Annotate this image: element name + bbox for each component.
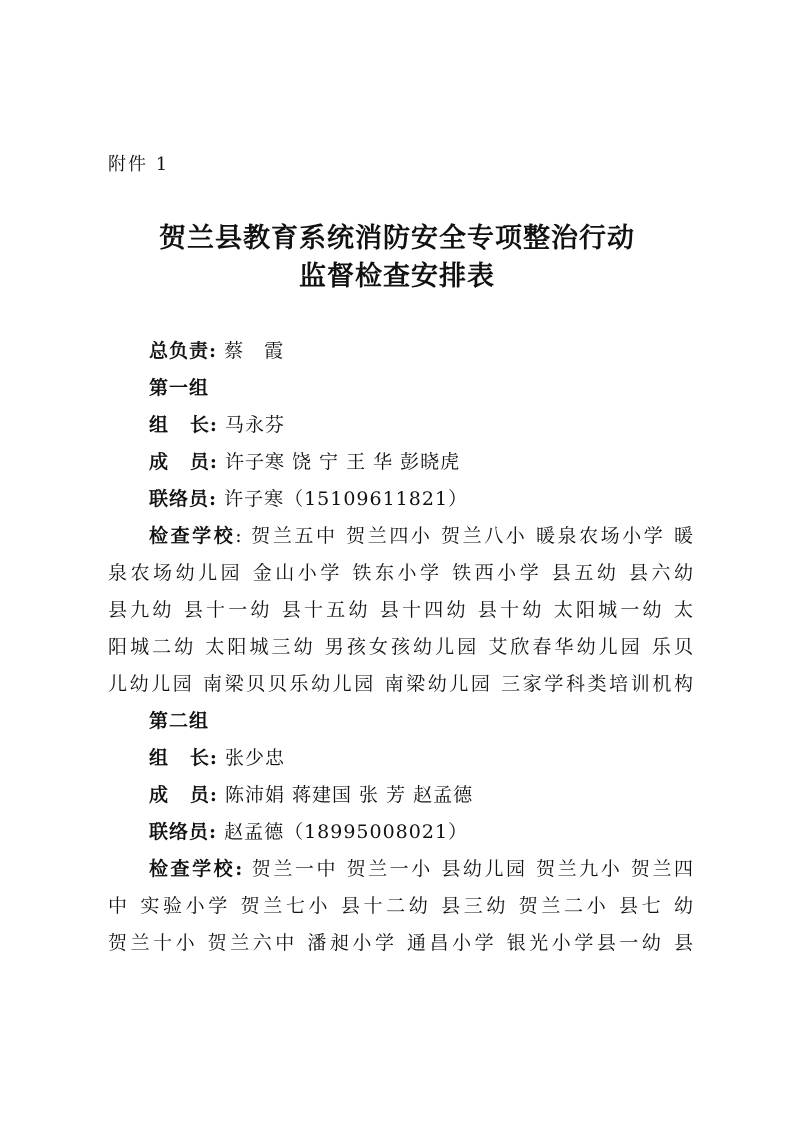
group2-schools-text: 贺兰一中 贺兰一小 县幼儿园 贺兰九小 贺兰四 <box>243 858 695 880</box>
group2-leader-value: 张少忠 <box>224 747 285 769</box>
group1-schools-line-4: 阳城二幼 太阳城三幼 男孩女孩幼儿园 艾欣春华幼儿园 乐贝 <box>108 636 694 658</box>
group2-schools-line-2: 中 实验小学 贺兰七小 县十二幼 县三幼 贺兰二小 县七 幼 <box>108 895 694 917</box>
group1-heading: 第一组 <box>149 377 210 399</box>
group2-contact-row <box>149 815 468 849</box>
overall-responsible-value: 蔡 霞 <box>224 340 285 362</box>
group2-contact-label: 联络员: <box>149 821 218 843</box>
group1-schools-text: : 贺兰五中 贺兰四小 贺兰八小 暖泉农场小学 暖 <box>235 525 694 547</box>
group1-members-label: 成 员: <box>149 451 218 473</box>
group1-leader-row <box>149 408 285 442</box>
attachment-label: 附件 1 <box>108 154 170 175</box>
group2-schools-line-1 <box>149 852 694 886</box>
group2-schools-line-3: 贺兰十小 贺兰六中 潘昶小学 通昌小学 银光小学县一幼 县 <box>108 932 694 954</box>
overall-responsible-row <box>149 334 284 368</box>
group1-leader-value: 马永芬 <box>224 414 285 436</box>
group2-members-value: 陈沛娟 蒋建国 张 芳 赵孟德 <box>224 784 474 806</box>
group2-leader-row <box>149 741 285 775</box>
group2-leader-label: 组 长: <box>149 747 218 769</box>
group1-contact-value: 许子寒（15109611821） <box>224 488 469 510</box>
group2-contact-value: 赵孟德（18995008021） <box>224 821 469 843</box>
group1-members-value: 许子寒 饶 宁 王 华 彭晓虎 <box>224 451 461 473</box>
group1-leader-label: 组 长: <box>149 414 218 436</box>
group1-schools-line-5: 儿幼儿园 南梁贝贝乐幼儿园 南梁幼儿园 三家学科类培训机构 <box>108 673 694 695</box>
group1-schools-label: 检查学校 <box>149 525 236 547</box>
overall-responsible-label: 总负责: <box>149 340 218 362</box>
group1-schools-line-3: 县九幼 县十一幼 县十五幼 县十四幼 县十幼 太阳城一幼 太 <box>108 599 694 621</box>
group2-schools-label: 检查学校: <box>149 858 244 880</box>
group1-contact-row <box>149 482 468 516</box>
group1-contact-label: 联络员: <box>149 488 218 510</box>
group1-schools-line-2: 泉农场幼儿园 金山小学 铁东小学 铁西小学 县五幼 县六幼 <box>108 562 694 584</box>
group1-schools-line-1 <box>149 519 694 553</box>
group1-members-row <box>149 445 460 479</box>
document-title-line-2: 监督检查安排表 <box>299 261 495 292</box>
group2-members-row <box>149 778 473 812</box>
group2-heading: 第二组 <box>149 710 210 732</box>
document-title-line-1: 贺兰县教育系统消防安全专项整治行动 <box>159 223 635 254</box>
group2-members-label: 成 员: <box>149 784 218 806</box>
